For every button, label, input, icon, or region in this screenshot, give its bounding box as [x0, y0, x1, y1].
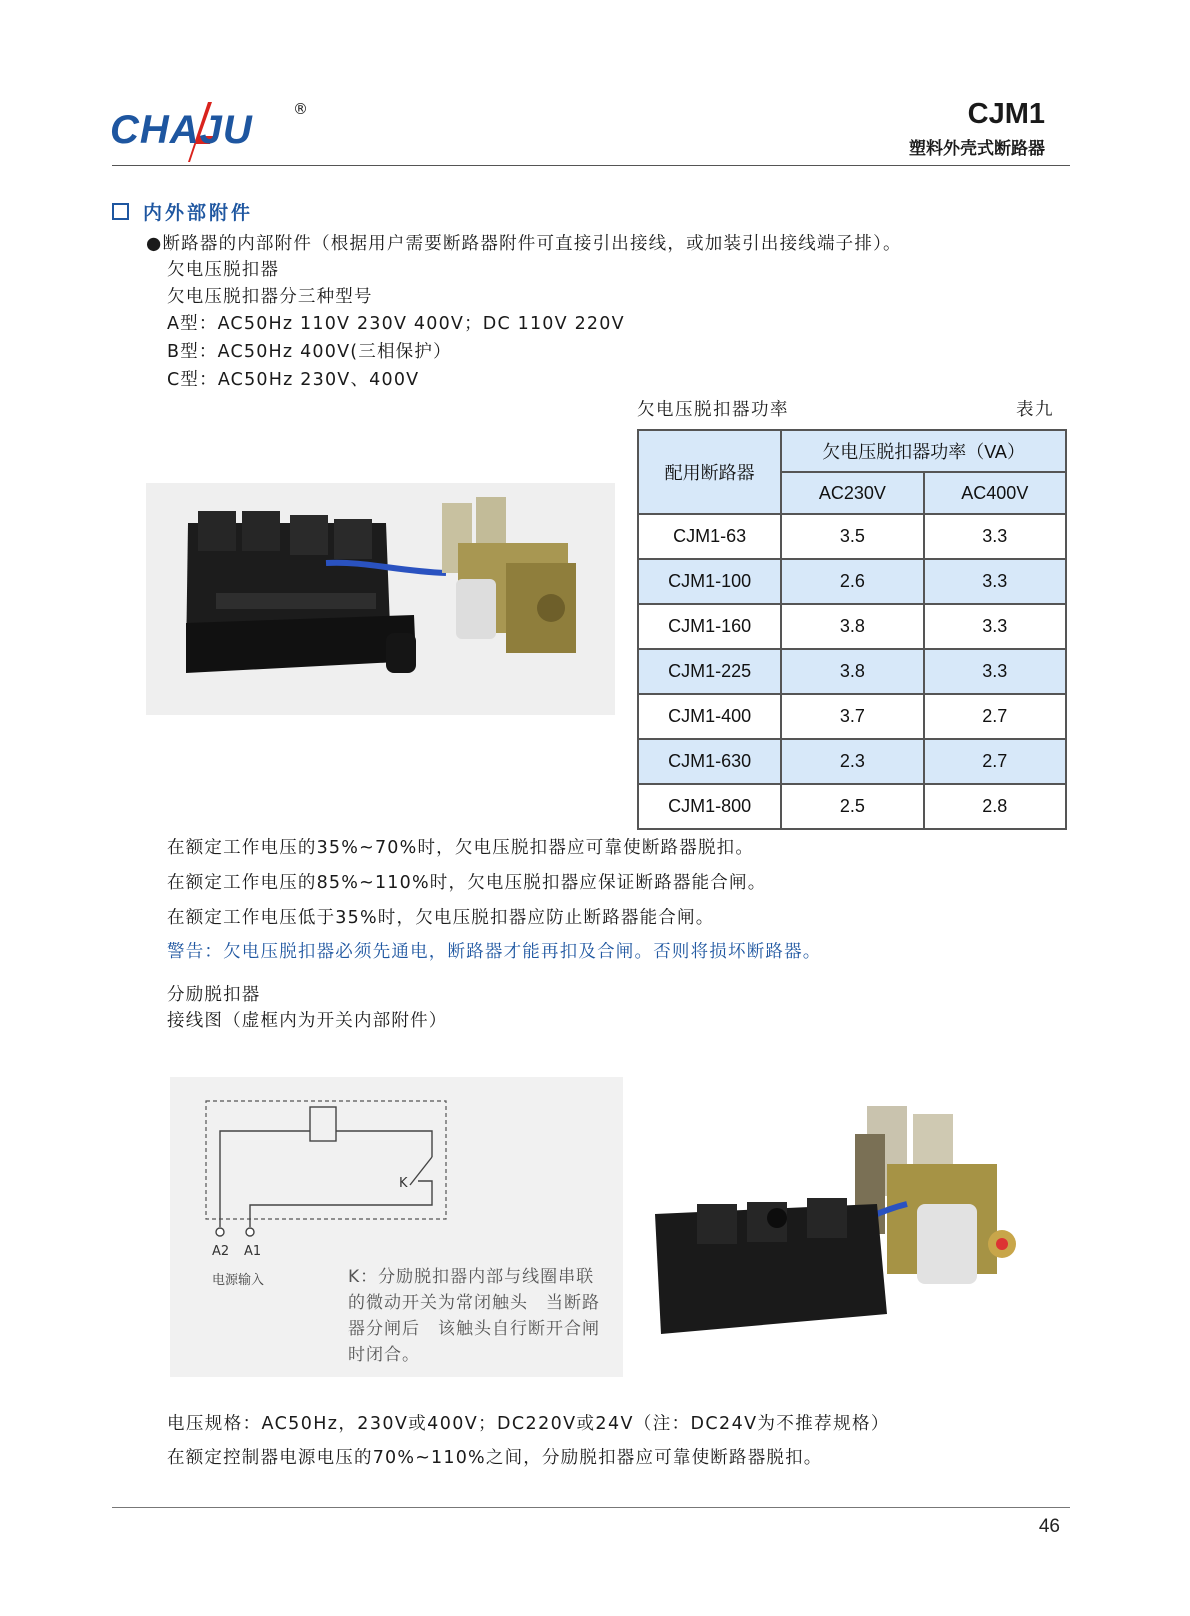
- terminal-a1-label: A1: [244, 1244, 262, 1259]
- page-title: CJM1: [967, 98, 1045, 130]
- power-input-label: 电源输入: [212, 1273, 265, 1288]
- intro-text: ●断路器的内部附件（根据用户需要断路器附件可直接引出接线，或加装引出接线端子排）。: [146, 234, 902, 254]
- cell-model: CJM1-160: [638, 604, 781, 649]
- warning-text: 警告：欠电压脱扣器必须先通电，断路器才能再扣及合闸。否则将损坏断路器。: [167, 942, 822, 962]
- wiring-diagram: [170, 1077, 623, 1377]
- cell-ac230: 2.5: [781, 784, 923, 829]
- section-title: [112, 198, 253, 225]
- undervoltage-heading: 欠电压脱扣器: [167, 260, 280, 280]
- cell-model: CJM1-630: [638, 739, 781, 784]
- diagram-note: K：分励脱扣器内部与线圈串联的微动开关为常闭触头 当断路器分闸后 该触头自行断开合闸时闭合。: [348, 1267, 600, 1365]
- cell-ac400: 2.7: [924, 694, 1066, 739]
- header-ac400: AC400V: [924, 472, 1066, 514]
- cell-ac400: 2.7: [924, 739, 1066, 784]
- type-c: C型：AC50Hz 230V、400V: [167, 370, 420, 390]
- table-row: [638, 739, 1066, 784]
- cell-ac230: 3.7: [781, 694, 923, 739]
- type-b: B型：AC50Hz 400V(三相保护）: [167, 342, 452, 362]
- square-icon: [112, 203, 129, 220]
- header-ac230: AC230V: [781, 472, 923, 514]
- cell-model: CJM1-400: [638, 694, 781, 739]
- section-title-text: 内外部附件: [143, 202, 254, 224]
- diagram-title: 接线图（虚框内为开关内部附件）: [167, 1011, 448, 1031]
- cell-ac230: 3.8: [781, 649, 923, 694]
- table-row: [638, 604, 1066, 649]
- header-breaker: 配用断路器: [638, 430, 781, 514]
- cell-model: CJM1-100: [638, 559, 781, 604]
- page-number: 46: [1038, 1516, 1060, 1537]
- cell-ac230: 2.6: [781, 559, 923, 604]
- note-2: 在额定工作电压的85%~110%时，欠电压脱扣器应保证断路器能合闸。: [167, 873, 767, 893]
- note-1: 在额定工作电压的35%~70%时，欠电压脱扣器应可靠使断路器脱扣。: [167, 838, 755, 858]
- note-3: 在额定工作电压低于35%时，欠电压脱扣器应防止断路器能合闸。: [167, 908, 715, 928]
- shunt-release-photo: [637, 1094, 1067, 1348]
- page-subtitle: 塑料外壳式断路器: [909, 139, 1045, 159]
- cell-ac400: 2.8: [924, 784, 1066, 829]
- cell-ac230: 2.3: [781, 739, 923, 784]
- table-row: [638, 784, 1066, 829]
- header-divider: [112, 165, 1070, 166]
- brand-name: CHAJU: [110, 108, 253, 152]
- cell-model: CJM1-63: [638, 514, 781, 559]
- footer-divider: [112, 1507, 1070, 1508]
- brand-logo: [110, 96, 310, 166]
- cell-ac230: 3.5: [781, 514, 923, 559]
- cell-model: CJM1-225: [638, 649, 781, 694]
- shunt-release-illustration: [637, 1094, 1067, 1348]
- spec-1: 电压规格：AC50Hz，230V或400V；DC220V或24V（注：DC24V为不推荐规格）: [167, 1414, 890, 1434]
- registered-mark: ®: [293, 100, 308, 118]
- spec-2: 在额定控制器电源电压的70%~110%之间，分励脱扣器应可靠使断路器脱扣。: [167, 1448, 823, 1468]
- undervoltage-release-illustration: [146, 483, 615, 715]
- table-number: 表九: [1016, 400, 1054, 420]
- shunt-title: 分励脱扣器: [167, 985, 261, 1005]
- cell-ac400: 3.3: [924, 604, 1066, 649]
- undervoltage-release-photo: [146, 483, 615, 715]
- table-caption: 欠电压脱扣器功率: [637, 400, 789, 420]
- cell-ac400: 3.3: [924, 649, 1066, 694]
- cell-model: CJM1-800: [638, 784, 781, 829]
- header-power-group: 欠电压脱扣器功率（VA）: [781, 430, 1066, 472]
- type-a: A型：AC50Hz 110V 230V 400V；DC 110V 220V: [167, 314, 625, 334]
- terminal-a2-label: A2: [212, 1244, 230, 1259]
- switch-k-label: K: [399, 1176, 408, 1191]
- table-row: [638, 514, 1066, 559]
- cell-ac230: 3.8: [781, 604, 923, 649]
- table-row: [638, 559, 1066, 604]
- cell-ac400: 3.3: [924, 559, 1066, 604]
- table-header-row: [638, 430, 1066, 472]
- table-row: [638, 694, 1066, 739]
- types-intro: 欠电压脱扣器分三种型号: [167, 287, 373, 307]
- table-row: [638, 649, 1066, 694]
- power-table: [637, 429, 1067, 830]
- cell-ac400: 3.3: [924, 514, 1066, 559]
